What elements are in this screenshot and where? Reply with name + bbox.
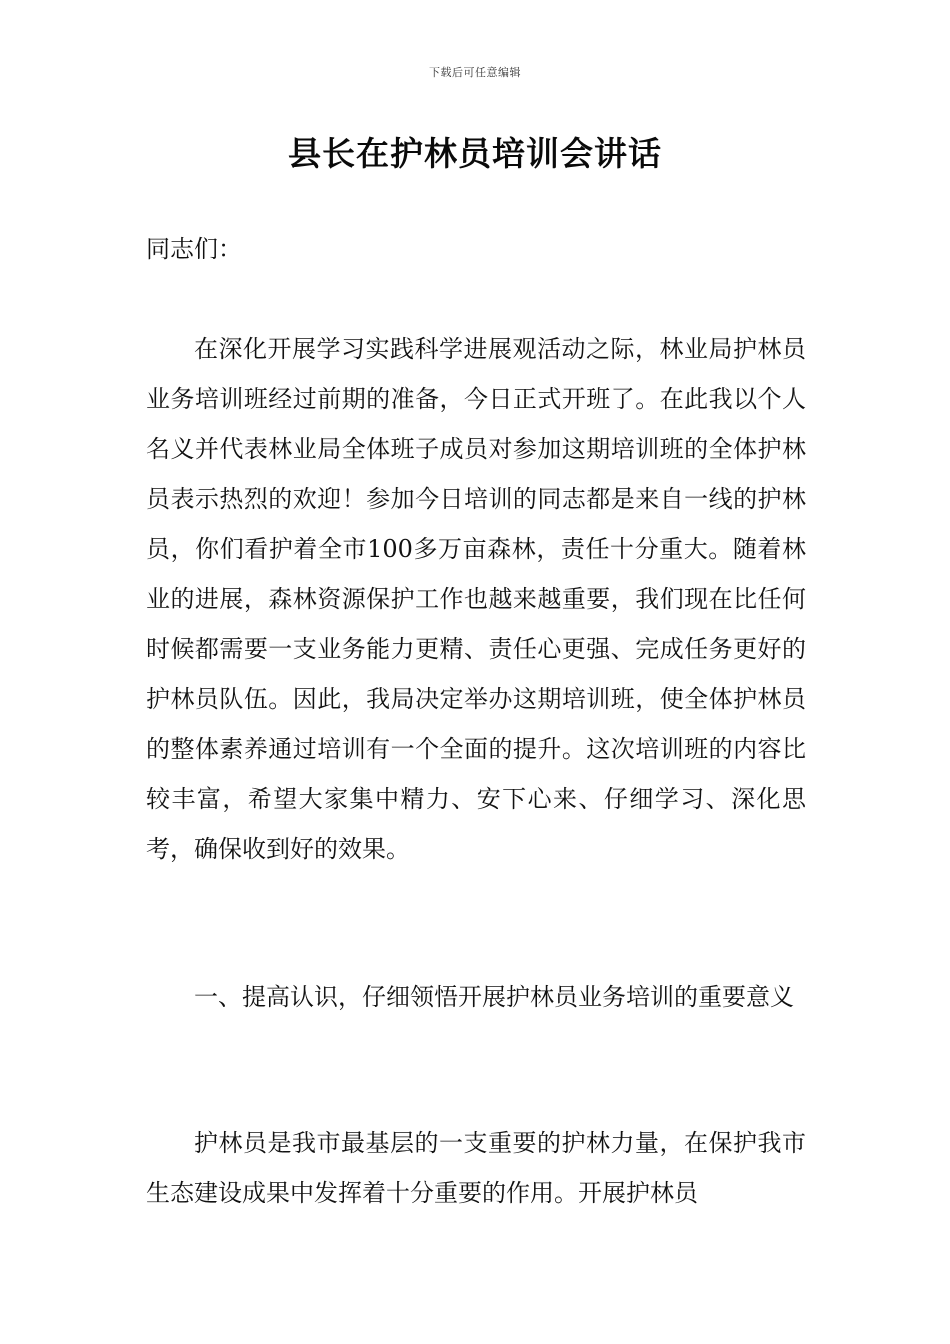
section-paragraph: 护林员是我市最基层的一支重要的护林力量，在保护我市生态建设成果中发挥着十分重要的作用。开展护林员 [146, 1129, 806, 1207]
document-title: 县长在护林员培训会讲话 [288, 134, 662, 173]
section-heading: 一、提高认识，仔细领悟开展护林员业务培训的重要意义 [194, 983, 794, 1011]
intro-paragraph: 在深化开展学习实践科学进展观活动之际，林业局护林员业务培训班经过前期的准备，今日正式开班了。在此我以个人名义并代表林业局全体班子成员对参加这期培训班的全体护林员表示热烈的欢迎！参加今日培训的同志都是来自一线的护林员，你们看护着全市100多万亩森林，责任十分重大。随着林业的进展，森林资源保护工作也越来越重要，我们现在比任何时候都需要一支业务能力更精、责任心更强、完成任务更好的护林员队伍。因此，我局决定举办这期培训班，使全体护林员的整体素养通过培训有一个全面的提升。这次培训班的内容比较丰富，希望大家集中精力、安下心来、仔细学习、深化思考，确保收到好的效果。 [146, 335, 806, 863]
salutation: 同志们： [146, 235, 242, 263]
header-note: 下载后可任意编辑 [429, 66, 521, 79]
